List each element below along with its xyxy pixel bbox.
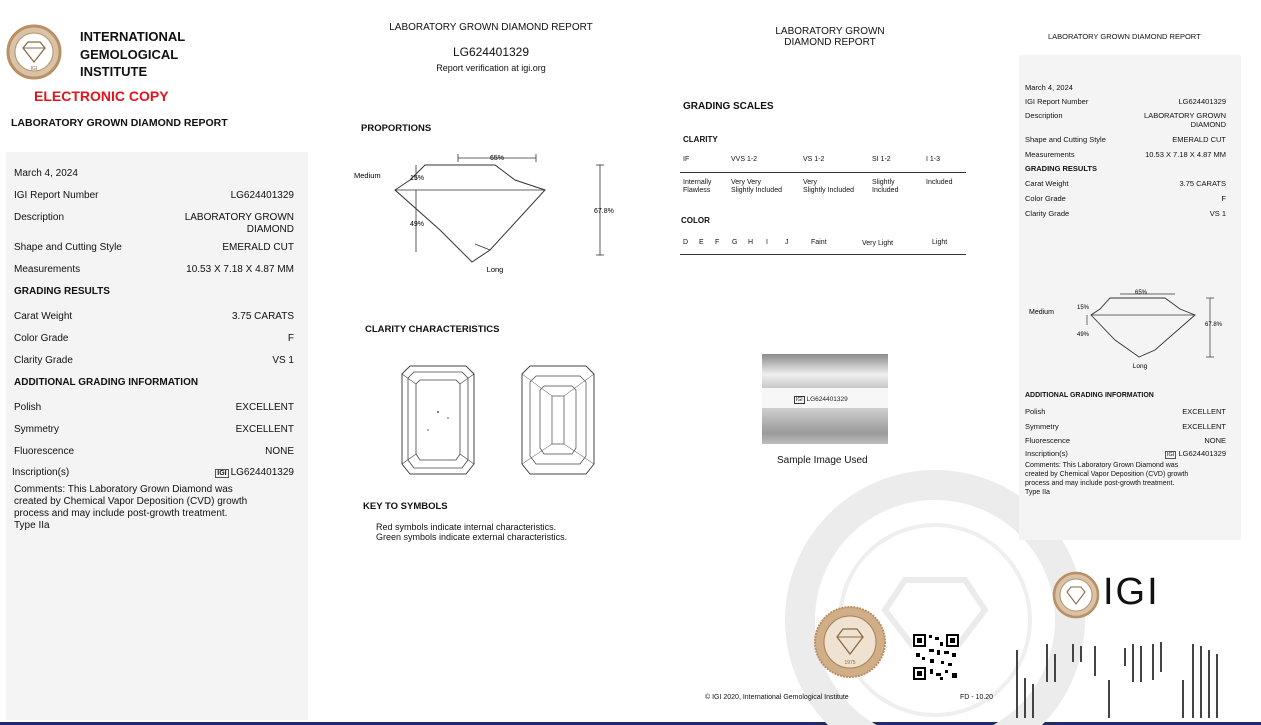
clarity-characteristics-heading: CLARITY CHARACTERISTICS [365,324,500,335]
desc-line: Included [872,186,899,194]
proportions-heading: PROPORTIONS [361,123,432,134]
row-label: Polish [1025,407,1046,416]
right-pavilion-pct-label: 49% [1077,332,1090,338]
row-value: NONE [265,446,294,457]
sample-inscription [794,396,848,403]
org-name-line3: INSTITUTE [80,64,148,79]
row-label: Polish [14,402,42,413]
key-line-red: Red symbols indicate internal characteristics. [376,522,557,532]
row-value: EMERALD CUT [1172,135,1226,144]
desc-line: Internally [683,179,712,186]
grading-scales-heading: GRADING SCALES [683,101,774,112]
row-value: 10.53 X 7.18 X 4.87 MM [1145,150,1226,159]
comments-line: process and may include post-growth treatment. [14,508,228,519]
right-report-date: March 4, 2024 [1025,83,1073,92]
row-value: F [287,333,294,344]
clarity-grade-si: SI 1-2 [872,156,891,163]
pavilion-pct-label: 49% [410,221,425,228]
igi-brand-seal-icon [1053,572,1099,618]
row-label: Measurements [14,264,81,275]
igi-seal-logo [6,24,62,80]
scales-title-line2: DIAMOND REPORT [784,37,876,48]
inscription-value: LG624401329 [230,467,294,478]
row-value: EXCELLENT [235,402,294,413]
color-d: D [683,239,689,246]
row-label: IGI Report Number [14,190,99,201]
color-light: Light [932,239,948,246]
svg-text:IGI: IGI [30,66,38,72]
right-additional-heading: ADDITIONAL GRADING INFORMATION [1025,392,1154,399]
table-pct-label: 65% [489,155,505,162]
row-label: Measurements [1025,150,1075,159]
row-value-line2: DIAMOND [1190,120,1226,129]
right-comments-block [1025,461,1235,497]
sample-image-band-bottom [762,408,888,444]
comments-line: Type IIa [1025,489,1050,496]
row-value: EMERALD CUT [222,242,294,253]
color-scale-heading: COLOR [681,216,710,225]
desc-line: Slightly [872,179,895,186]
report-date: March 4, 2024 [14,168,78,179]
comments-line: created by Chemical Vapor Deposition (CVD) growth [1025,471,1189,478]
key-to-symbols-heading: KEY TO SYMBOLS [363,501,448,512]
row-label: Symmetry [1025,422,1059,431]
color-f: F [715,239,720,246]
igi-mini-logo-icon: IGI [1167,452,1175,458]
row-label: Symmetry [14,424,59,435]
middle-report-title: LABORATORY GROWN DIAMOND REPORT [389,22,593,33]
row-value [215,467,294,478]
sample-girdle-image [762,354,888,444]
proportions-diagram [350,150,620,280]
row-value: 3.75 CARATS [1179,179,1226,188]
comments-block [14,484,304,532]
row-value [1165,449,1226,458]
qr-code-icon [912,633,960,681]
row-value: EXCELLENT [235,424,294,435]
rotated-fine-print-strip [1012,640,1242,720]
depth-pct-label: 67.8% [594,208,614,215]
desc-line: Very Very [731,179,761,186]
row-value: NONE [1204,436,1226,445]
right-girdle-label: Medium [1029,309,1054,316]
igi-brand-wordmark: IGI [1103,571,1160,613]
copyright-notice: © IGI 2020, International Gemological Institute [705,694,849,701]
additional-info-heading: ADDITIONAL GRADING INFORMATION [14,377,199,388]
row-value: VS 1 [1209,209,1226,218]
row-label: Fluorescence [1025,436,1071,445]
right-proportions-diagram [1025,285,1230,375]
comments-line: process and may include post-growth treatment. [1025,480,1175,487]
clarity-desc-if [683,179,711,194]
right-table-pct-label: 65% [1134,290,1148,296]
color-g: G [732,239,738,246]
row-value-line2: DIAMOND [246,224,294,235]
clarity-grade-vs: VS 1-2 [803,156,825,163]
row-label: Shape and Cutting Style [14,242,122,253]
right-report-title: LABORATORY GROWN DIAMOND REPORT [1048,32,1201,41]
right-grading-results-heading: GRADING RESULTS [1025,164,1097,173]
clarity-scale-heading: CLARITY [683,135,718,144]
igi-mini-logo-icon: IGI [217,470,227,477]
org-name-line2: GEMOLOGICAL [80,46,179,62]
color-e: E [699,239,704,246]
sample-image-caption: Sample Image Used [777,455,868,466]
clarity-grade-if: IF [683,156,690,163]
row-label: Fluorescence [14,446,75,457]
row-label: Clarity Grade [1025,209,1070,218]
row-label: Color Grade [1025,194,1066,203]
clarity-plot-pavilion-view [520,364,596,476]
row-value: LG624401329 [230,190,294,201]
row-value: LG624401329 [1178,97,1226,106]
electronic-copy-label: ELECTRONIC COPY [34,88,169,104]
row-label: Shape and Cutting Style [1025,135,1106,144]
verification-text: Report verification at igi.org [436,63,546,73]
row-label: Inscription(s) [1025,449,1068,458]
middle-report-number: LG624401329 [452,45,530,59]
color-j: J [785,239,789,246]
inscription-value: LG624401329 [1178,449,1226,458]
row-label: Inscription(s) [12,467,70,478]
svg-text:1975: 1975 [844,660,856,666]
scales-title-line1: LABORATORY GROWN [775,26,885,37]
comments-line: Type IIa [14,520,50,531]
row-label: Description [14,212,65,223]
desc-line: Included [926,179,953,186]
grading-results-heading: GRADING RESULTS [14,286,110,297]
gold-seal-icon [814,606,886,678]
row-label: IGI Report Number [1025,97,1089,106]
row-value: 10.53 X 7.18 X 4.87 MM [186,264,294,275]
clarity-grade-vvs: VVS 1-2 [731,156,758,163]
right-culet-label: Long [1132,363,1148,370]
row-value: F [1221,194,1226,203]
form-code: FD - 10.20 [960,694,994,701]
org-name-line1: INTERNATIONAL [80,29,186,44]
row-value: VS 1 [272,355,294,366]
color-h: H [748,239,754,246]
crown-pct-label: 15% [410,175,425,182]
row-value: EXCELLENT [1182,407,1226,416]
comments-line: Comments: This Laboratory Grown Diamond was [1025,462,1179,469]
desc-line: Flawless [683,186,711,194]
sample-image-band-top [762,354,888,388]
color-faint: Faint [811,239,827,246]
row-value: EXCELLENT [1182,422,1226,431]
color-scale-rule [680,254,966,255]
row-label: Description [1025,111,1063,120]
clarity-plot-crown-view [400,364,476,476]
left-row-description [14,212,294,238]
row-label: Carat Weight [14,311,73,322]
row-value: 3.75 CARATS [231,311,294,322]
clarity-desc-vs [803,179,854,194]
color-i: I [766,239,768,246]
girdle-label: Medium [354,171,381,180]
row-value: LABORATORY GROWN [1144,111,1226,120]
scales-report-title [740,26,920,48]
sample-inscription-text: LG624401329 [806,396,848,403]
desc-line: Slightly Included [731,186,782,194]
report-type-heading: LABORATORY GROWN DIAMOND REPORT [11,117,228,129]
igi-mini-logo-icon: IGI [796,397,803,403]
org-name [80,28,185,81]
clarity-desc-si [872,179,898,194]
clarity-desc-i [926,179,952,187]
clarity-scale-rule [680,172,966,173]
key-line-green: Green symbols indicate external characteristics. [376,532,568,542]
row-label: Carat Weight [1025,179,1069,188]
comments-line: Comments: This Laboratory Grown Diamond was [14,484,233,495]
right-depth-pct-label: 67.8% [1205,322,1223,328]
row-label: Clarity Grade [14,355,73,366]
culet-label: Long [486,265,504,274]
row-value: LABORATORY GROWN [184,212,294,223]
comments-line: created by Chemical Vapor Deposition (CVD) growth [14,496,248,507]
desc-line: Very [803,179,818,186]
clarity-desc-vvs [731,179,782,194]
row-label: Color Grade [14,333,69,344]
color-very-light: Very Light [862,240,894,247]
clarity-grade-i: I 1-3 [926,156,941,163]
fine-print-lines [1012,640,1242,720]
right-crown-pct-label: 15% [1077,305,1090,311]
desc-line: Slightly Included [803,186,854,194]
